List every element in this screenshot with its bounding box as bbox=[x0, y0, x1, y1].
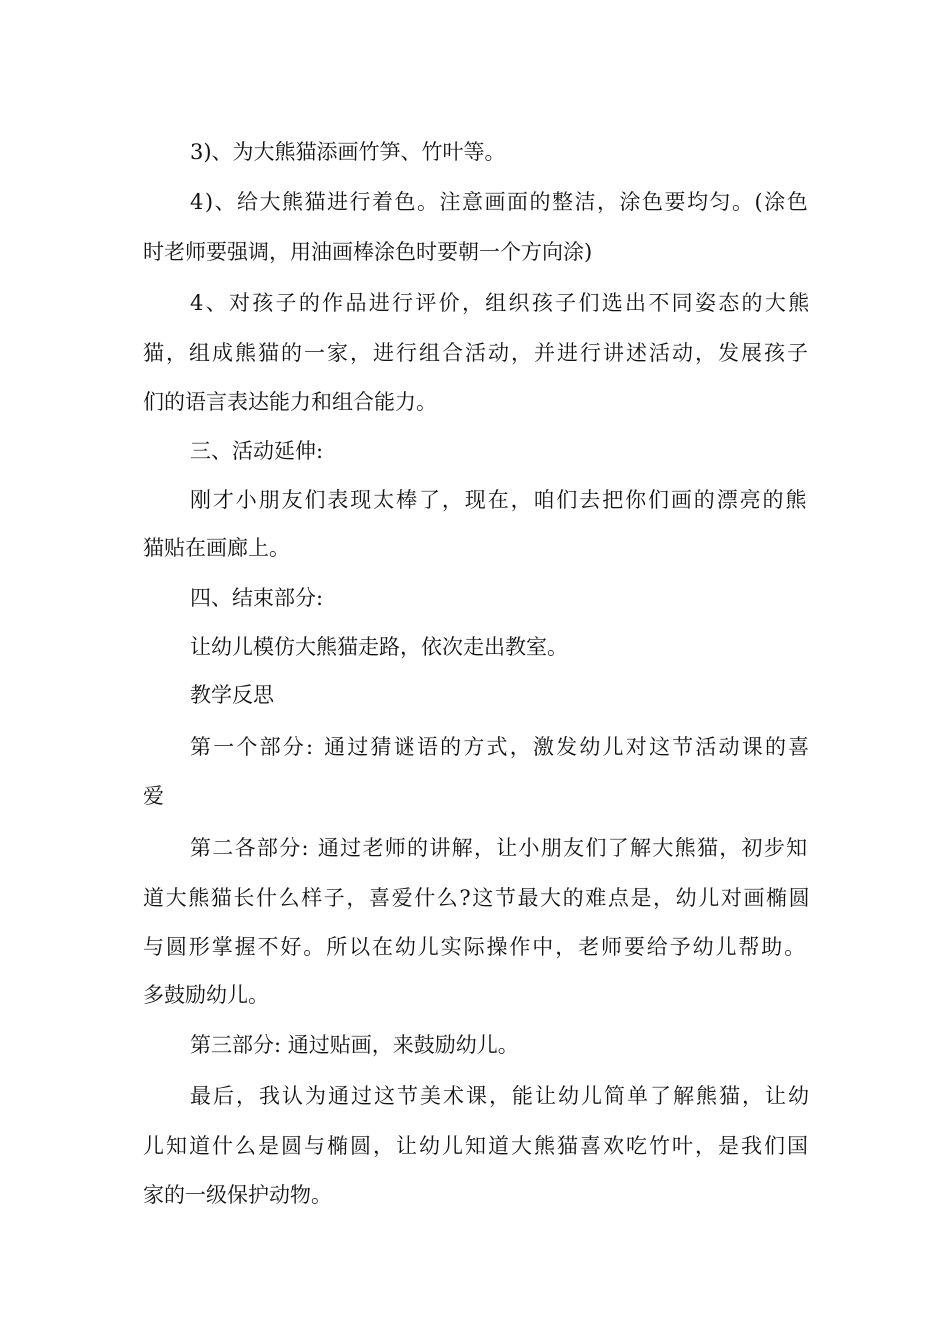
document-page: 3)、为大熊猫添画竹笋、竹叶等。 4)、给大熊猫进行着色。注意画面的整洁，涂色要均匀。(涂色 时老师要强调，用油画棒涂色时要朝一个方向涂) 4、对孩子的作品进行评价，组织孩子们选出不同姿态的大熊 猫，组成熊猫的一家，进行组合活动，并进行讲述活动，发展孩子 们的语言表达能力和组合能力。 三、活动延伸: 刚才小朋友们表现太棒了，现在，咱们去把你们画的漂亮的熊 猫贴在画廊上。 四、结束部分: 让幼儿模仿大熊猫走路，依次走出教室。 教学反思 第一个部分: 通过猜谜语的方式，激发幼儿对这节活动课的喜 爱 第二各部分: 通过老师的讲解，让小朋友们了解大熊猫，初步知 道大熊猫长什么样子，喜爱什么?这节最大的难点是，幼儿对画椭圆 与圆形掌握不好。所以在幼儿实际操作中，老师要给予幼儿帮助。 多鼓励幼儿。 第三部分: 通过贴画，来鼓励幼儿。 最后，我认为通过这节美术课，能让幼儿简单了解熊猫，让幼 儿知道什么是圆与椭圆，让幼儿知道大熊猫喜欢吃竹叶，是我们国 家的一级保护动物。 bbox=[143, 140, 812, 1207]
